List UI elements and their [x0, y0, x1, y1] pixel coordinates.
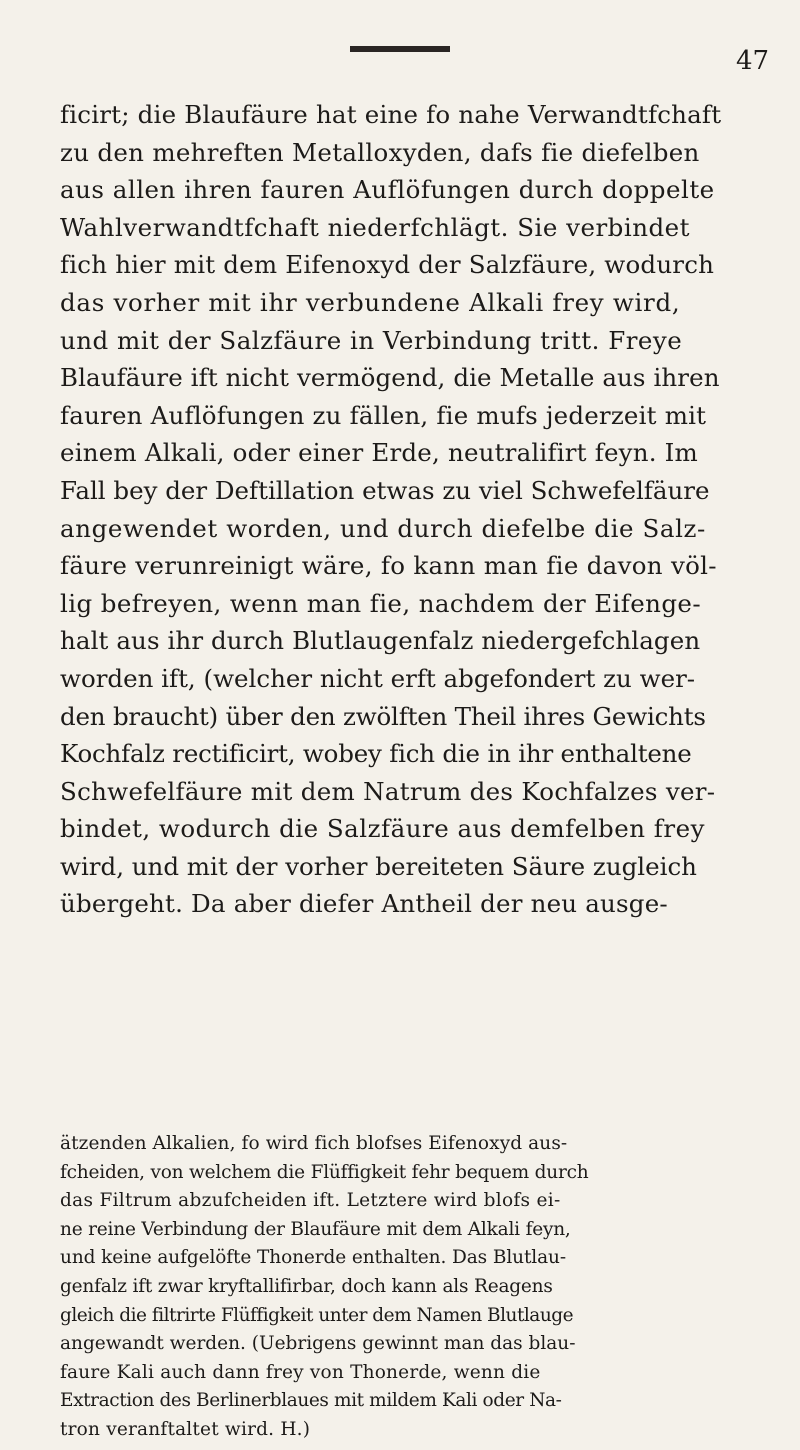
footnote-line: gleich die filtrirte Flüffigkeit unter dem Namen Blutlauge [60, 1304, 574, 1326]
text-line: halt aus ihr durch Blutlaugenfalz niedergefchlagen [60, 626, 701, 656]
text-line: zu den mehreften Metalloxyden, dafs fie diefelben [60, 137, 700, 167]
header-rule [350, 46, 450, 52]
footnote-line: ätzenden Alkalien, fo wird fich blofses Eifenoxyd aus- [60, 1133, 568, 1154]
text-line: aus allen ihren fauren Auflöfungen durch doppelte [60, 175, 715, 205]
text-line: fich hier mit dem Eifenoxyd der Salzfäure, wodurch [60, 250, 715, 280]
footnote-line: das Filtrum abzufcheiden ift. Letztere wird blofs ei- [60, 1190, 561, 1212]
text-line: fäure verunreinigt wäre, fo kann man fie davon völ- [60, 551, 717, 581]
text-line: Schwefelfäure mit dem Natrum des Kochfalzes ver- [60, 776, 716, 806]
text-line: angewendet worden, und durch diefelbe die Salz- [60, 513, 706, 543]
footnote-line: und keine aufgelöfte Thonerde enthalten. Das Blutlau- [60, 1247, 567, 1269]
text-line: bindet, wodurch die Salzfäure aus demfelben frey [60, 814, 705, 844]
footnote-line: ne reine Verbindung der Blaufäure mit dem Alkali feyn, [60, 1218, 571, 1240]
footnote-line: fcheiden, von welchem die Flüffigkeit fehr bequem durch [60, 1161, 589, 1183]
text-line: fauren Auflöfungen zu fällen, fie mufs jederzeit mit [60, 400, 707, 430]
text-line: einem Alkali, oder einer Erde, neutralifirt feyn. Im [60, 438, 698, 468]
text-line: Blaufäure ift nicht vermögend, die Metalle aus ihren [60, 363, 720, 393]
text-line: und mit der Salzfäure in Verbindung tritt. Freye [60, 325, 683, 355]
text-line: den braucht) über den zwölften Theil ihres Gewichts [60, 701, 706, 731]
footnote-line: tron veranftaltet wird. H.) [60, 1418, 311, 1440]
text-line: Fall bey der Deftillation etwas zu viel Schwefelfäure [60, 475, 710, 505]
text-line: lig befreyen, wenn man fie, nachdem der Eifenge- [60, 588, 701, 618]
footnote-line: angewandt werden. (Uebrigens gewinnt man das blau- [60, 1333, 576, 1355]
footnote-line: faure Kali auch dann frey von Thonerde, wenn die [60, 1361, 541, 1383]
footnote-line: Extraction des Berlinerblaues mit mildem Kali oder Na- [60, 1390, 562, 1412]
footnote [60, 1130, 760, 1445]
footnote-line: genfalz ift zwar kryftallifirbar, doch kann als Reagens [60, 1275, 553, 1297]
text-line: das vorher mit ihr verbundene Alkali frey wird, [60, 287, 681, 317]
main-text [60, 96, 760, 923]
page-number: 47 [736, 46, 770, 76]
text-line: wird, und mit der vorher bereiteten Säure zugleich [60, 851, 697, 881]
text-line: Kochfalz rectificirt, wobey fich die in ihr enthaltene [60, 739, 692, 769]
text-line: ficirt; die Blaufäure hat eine fo nahe Verwandtfchaft [60, 100, 722, 129]
text-line: übergeht. Da aber diefer Antheil der neu ausge- [60, 889, 668, 919]
text-line: worden ift, (welcher nicht erft abgefondert zu wer- [60, 663, 696, 693]
text-line: Wahlverwandtfchaft niederfchlägt. Sie verbindet [60, 212, 690, 242]
